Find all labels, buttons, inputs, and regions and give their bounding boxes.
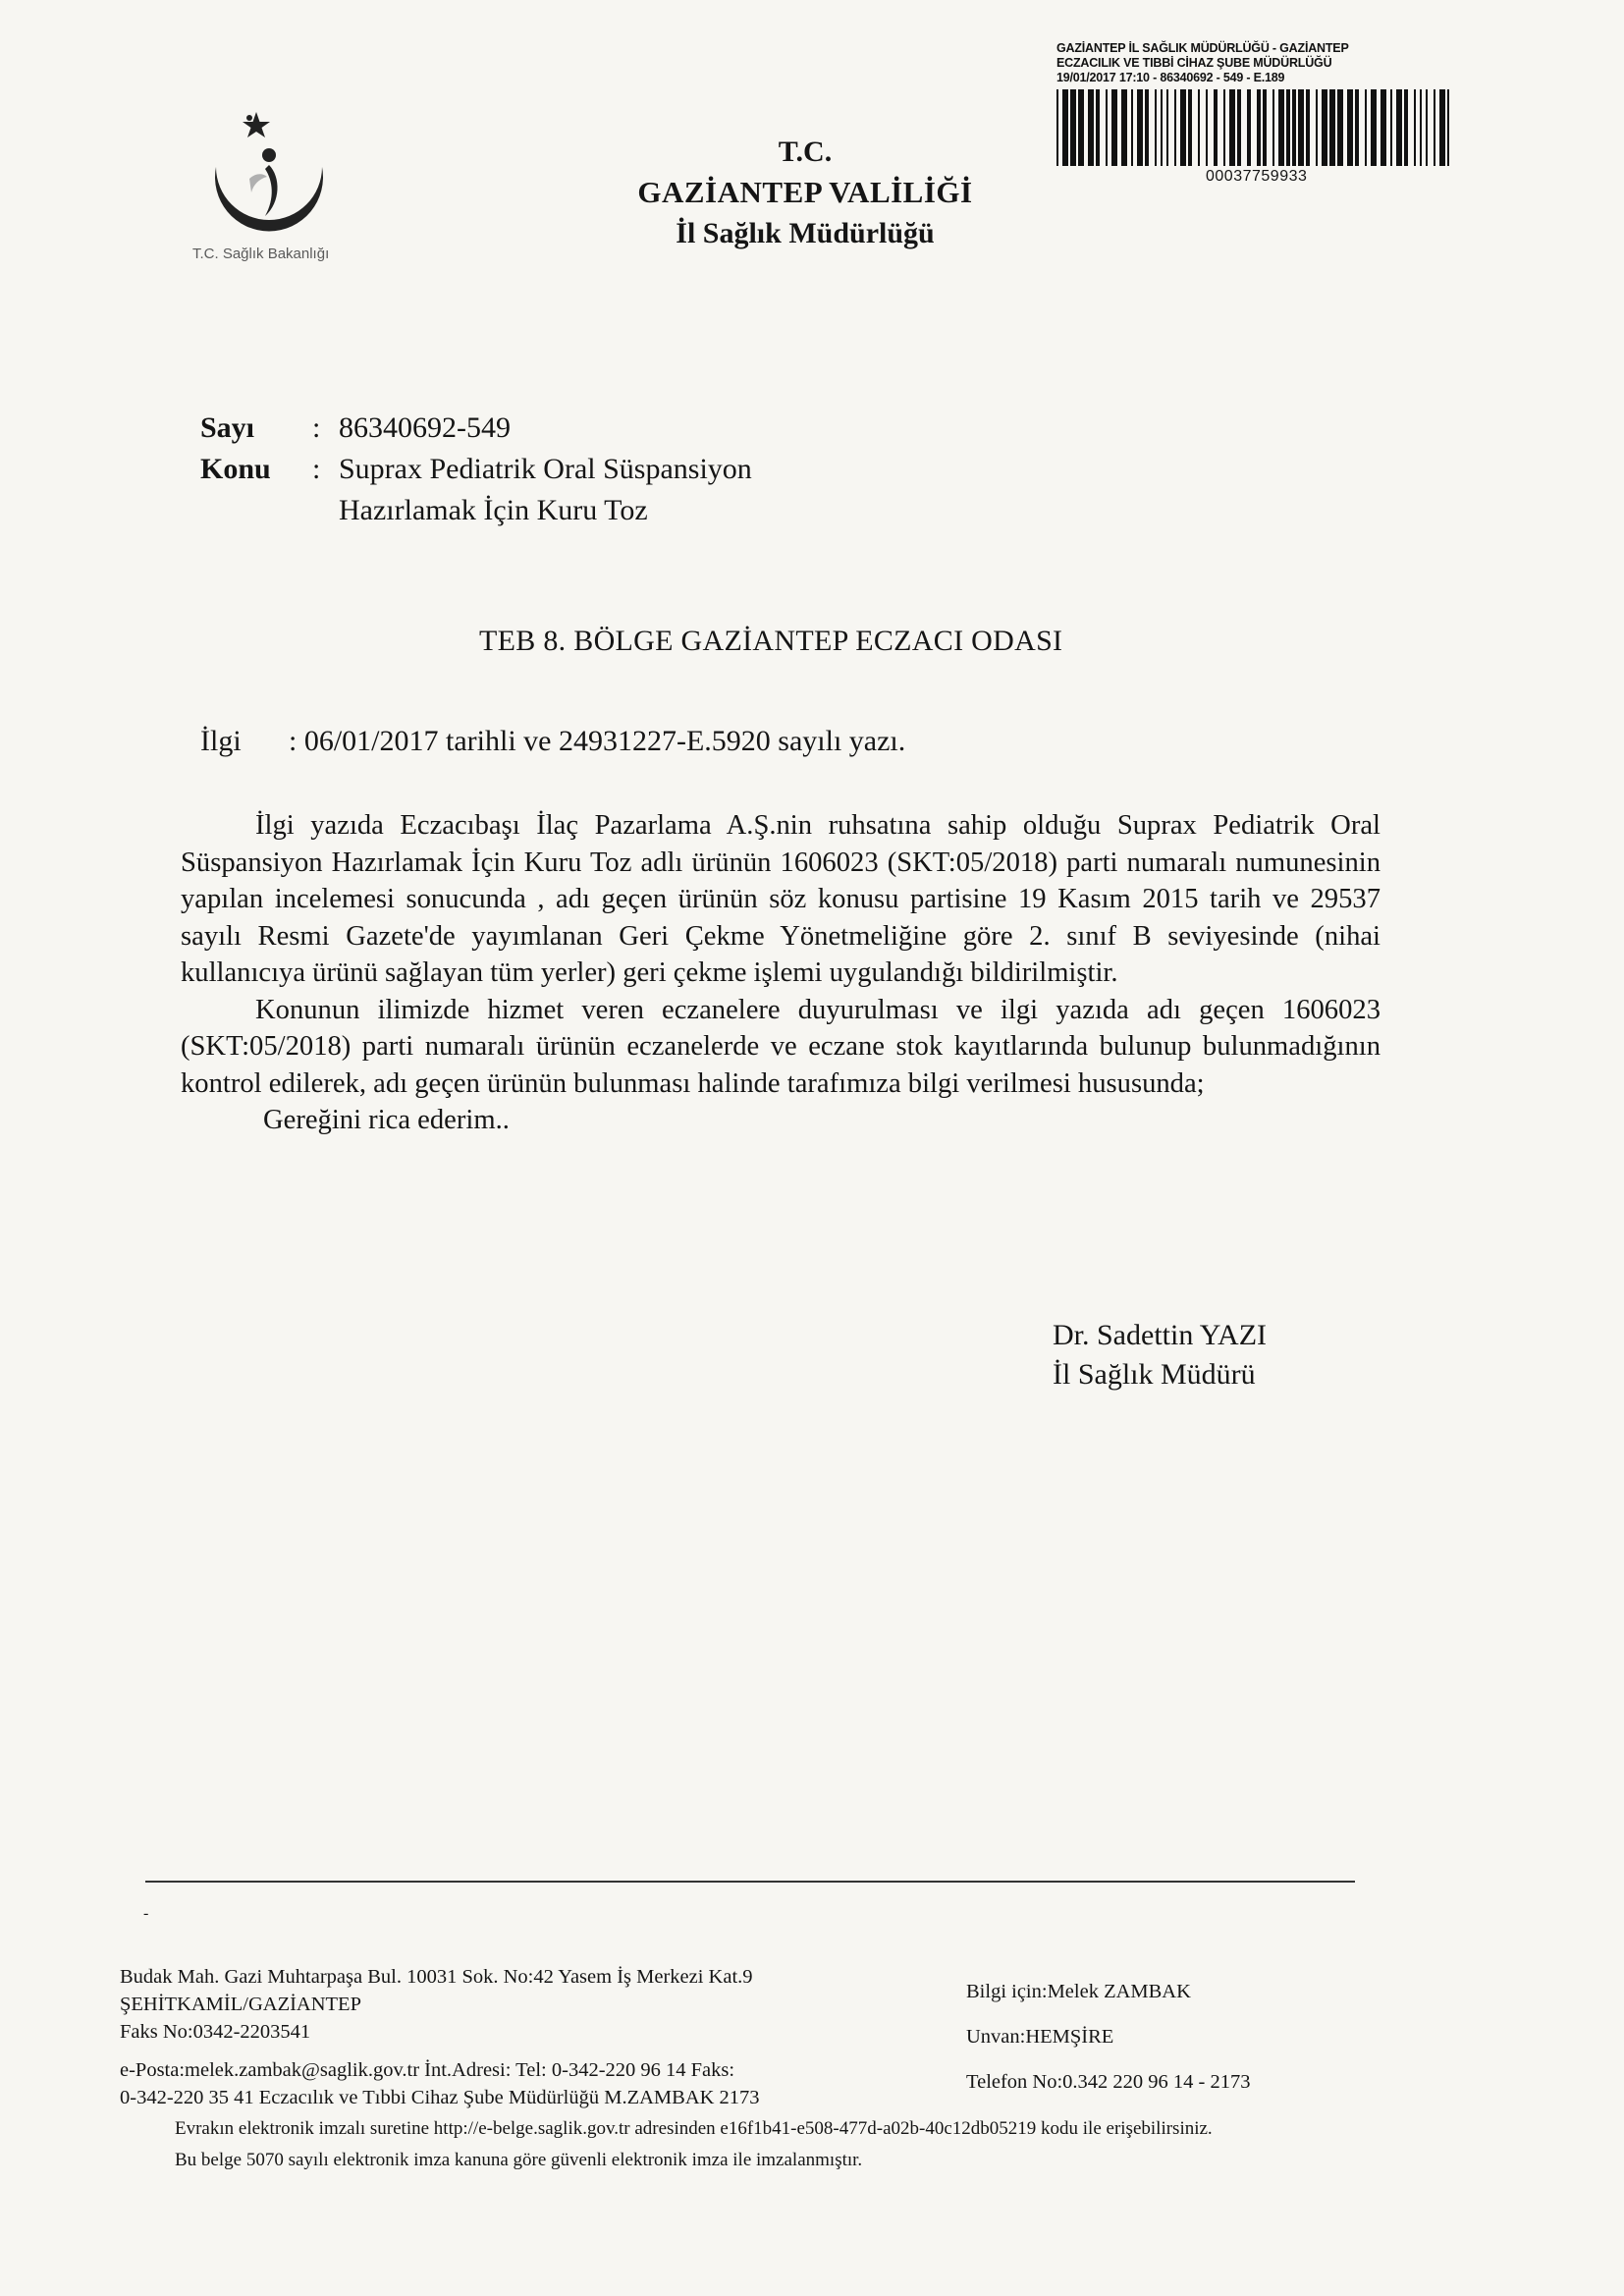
barcode-bar (1247, 89, 1251, 166)
barcode-bar (1223, 89, 1225, 166)
barcode-bar (1155, 89, 1157, 166)
signatory-name: Dr. Sadettin YAZI (1053, 1319, 1268, 1351)
barcode-bar (1426, 89, 1428, 166)
konu-colon: : (312, 453, 321, 485)
barcode-bar (1174, 89, 1176, 166)
footer-dash: - (143, 1905, 149, 1922)
barcode-bar (1088, 89, 1094, 166)
sayi-value: 86340692-549 (339, 411, 511, 444)
footer-contact-line2: 0-342-220 35 41 Eczacılık ve Tıbbi Cihaz Şube Müdürlüğü M.ZAMBAK 2173 (120, 2087, 760, 2108)
barcode-icon (1056, 89, 1455, 166)
konu-label: Konu (200, 453, 271, 485)
barcode-bar (1180, 89, 1186, 166)
barcode-bar (1434, 89, 1435, 166)
barcode-bar (1371, 89, 1377, 166)
barcode-bar (1365, 89, 1367, 166)
barcode-block (1056, 41, 1459, 186)
letterhead-directorate: İl Sağlık Müdürlüğü (676, 217, 935, 249)
barcode-bar (1439, 89, 1445, 166)
barcode-bar (1292, 89, 1296, 166)
barcode-bar (1166, 89, 1168, 166)
barcode-bar (1286, 89, 1290, 166)
barcode-bar (1322, 89, 1327, 166)
footer-notes (175, 2113, 1213, 2176)
barcode-bar (1337, 89, 1343, 166)
barcode-bar (1355, 89, 1359, 166)
barcode-bar (1188, 89, 1192, 166)
barcode-number: 00037759933 (1206, 168, 1308, 185)
barcode-bar (1347, 89, 1353, 166)
footer-divider (145, 1881, 1355, 1883)
barcode-bar (1298, 89, 1304, 166)
barcode-bar (1306, 89, 1310, 166)
barcode-bar (1096, 89, 1100, 166)
barcode-meta-line1: GAZİANTEP İL SAĞLIK MÜDÜRLÜĞÜ - GAZİANTEP (1056, 41, 1349, 55)
signatory-title: İl Sağlık Müdürü (1053, 1358, 1256, 1391)
barcode-bar (1447, 89, 1449, 166)
body-closing: Gereğini rica ederim.. (263, 1105, 510, 1135)
footer-info-title: Unvan:HEMŞİRE (966, 2026, 1114, 2048)
barcode-bar (1198, 89, 1200, 166)
sayi-row (0, 409, 884, 448)
letter-body (181, 807, 1380, 1139)
sayi-label: Sayı (200, 411, 255, 444)
barcode-bar (1106, 89, 1108, 166)
footer-address-line2: ŞEHİTKAMİL/GAZİANTEP (120, 1994, 361, 2015)
signature-block (1053, 1316, 1267, 1394)
barcode-bar (1078, 89, 1084, 166)
body-paragraph-2: Konunun ilimizde hizmet veren eczanelere duyurulması ve ilgi yazıda adı geçen 1606023 (SKT:05/2018) parti numaralı ürünün eczanelerde ve eczane stok kayıtlarında bulunup bulunmadığının kontrol edilerek, adı geçen ürünün bulunması halinde tarafımıza bilgi verilmesi hususunda; (181, 994, 1380, 1099)
footer-contact (120, 2056, 760, 2111)
barcode-bar (1329, 89, 1335, 166)
barcode-bar (1137, 89, 1143, 166)
logo-caption: T.C. Sağlık Bakanlığı (192, 246, 330, 262)
barcode-bar (1214, 89, 1218, 166)
barcode-bar (1145, 89, 1149, 166)
barcode-bar (1161, 89, 1163, 166)
sayi-colon: : (312, 411, 321, 444)
letterhead-governorship: GAZİANTEP VALİLİĞİ (637, 175, 973, 209)
footer-info (966, 1978, 1251, 2113)
footer-address-line1: Budak Mah. Gazi Muhtarpaşa Bul. 10031 Sok. No:42 Yasem İş Merkezi Kat.9 (120, 1966, 753, 1988)
letterhead (511, 133, 1100, 254)
footer-contact-line1: e-Posta:melek.zambak@saglik.gov.tr İnt.Adresi: Tel: 0-342-220 96 14 Faks: (120, 2059, 735, 2081)
verification-note: Evrakın elektronik imzalı suretine http://e-belge.saglik.gov.tr adresinden e16f1b41-e508-477d-a02b-40c12db05219 kodu ile erişebilirsiniz. (175, 2118, 1213, 2139)
barcode-bar (1206, 89, 1208, 166)
konu-row-2 (0, 491, 884, 530)
barcode-meta-line2: ECZACILIK VE TIBBİ CİHAZ ŞUBE MÜDÜRLÜĞÜ (1056, 56, 1332, 70)
barcode-bar (1070, 89, 1076, 166)
letterhead-tc: T.C. (778, 136, 833, 168)
barcode-bar (1396, 89, 1402, 166)
barcode-bar (1229, 89, 1235, 166)
barcode-bar (1131, 89, 1133, 166)
barcode-bar (1263, 89, 1267, 166)
barcode-bar (1237, 89, 1241, 166)
footer-info-phone: Telefon No:0.342 220 96 14 - 2173 (966, 2071, 1251, 2093)
konu-row (0, 450, 884, 489)
barcode-bar (1380, 89, 1386, 166)
footer-address (120, 1963, 753, 2046)
barcode-bar (1404, 89, 1408, 166)
barcode-bar (1257, 89, 1261, 166)
konu-value-line2: Hazırlamak İçin Kuru Toz (339, 494, 648, 526)
barcode-bar (1056, 89, 1058, 166)
reference-value: : 06/01/2017 tarihli ve 24931227-E.5920 sayılı yazı. (289, 725, 906, 757)
reference-label: İlgi (200, 725, 242, 757)
barcode-bar (1272, 89, 1274, 166)
body-paragraph-1: İlgi yazıda Eczacıbaşı İlaç Pazarlama A.Ş.nin ruhsatına sahip olduğu Suprax Pediatrik Oral Süspansiyon Hazırlamak İçin Kuru Toz adlı ürünün 1606023 (SKT:05/2018) parti numaralı numunesinin yapılan incelemesi sonucunda , adı geçen ürünün söz konusu partisine 19 Kasım 2015 tarih ve 29537 sayılı Resmi Gazete'de yayımlanan Geri Çekme Yönetmeliğine göre 2. sınıf B seviyesinde (nihai kullanıcıya ürünü sağlayan tüm yerler) geri çekme işlemi uygulandığı bildirilmiştir. (181, 810, 1380, 988)
e-signature-law-note: Bu belge 5070 sayılı elektronik imza kanuna göre güvenli elektronik imza ile imzalanmıştır. (175, 2150, 863, 2170)
barcode-bar (1414, 89, 1416, 166)
barcode-bar (1278, 89, 1284, 166)
barcode-bar (1316, 89, 1318, 166)
barcode-meta (1056, 41, 1459, 85)
recipient: TEB 8. BÖLGE GAZİANTEP ECZACI ODASI (479, 625, 1063, 657)
barcode-bar (1121, 89, 1127, 166)
footer-info-person: Bilgi için:Melek ZAMBAK (966, 1981, 1191, 2002)
barcode-bar (1390, 89, 1392, 166)
barcode-meta-line3: 19/01/2017 17:10 - 86340692 - 549 - E.189 (1056, 71, 1285, 84)
barcode-bar (1111, 89, 1117, 166)
konu-value-line1: Suprax Pediatrik Oral Süspansiyon (339, 453, 752, 485)
barcode-bar (1420, 89, 1422, 166)
barcode-bar (1062, 89, 1068, 166)
footer-fax: Faks No:0342-2203541 (120, 2021, 311, 2043)
